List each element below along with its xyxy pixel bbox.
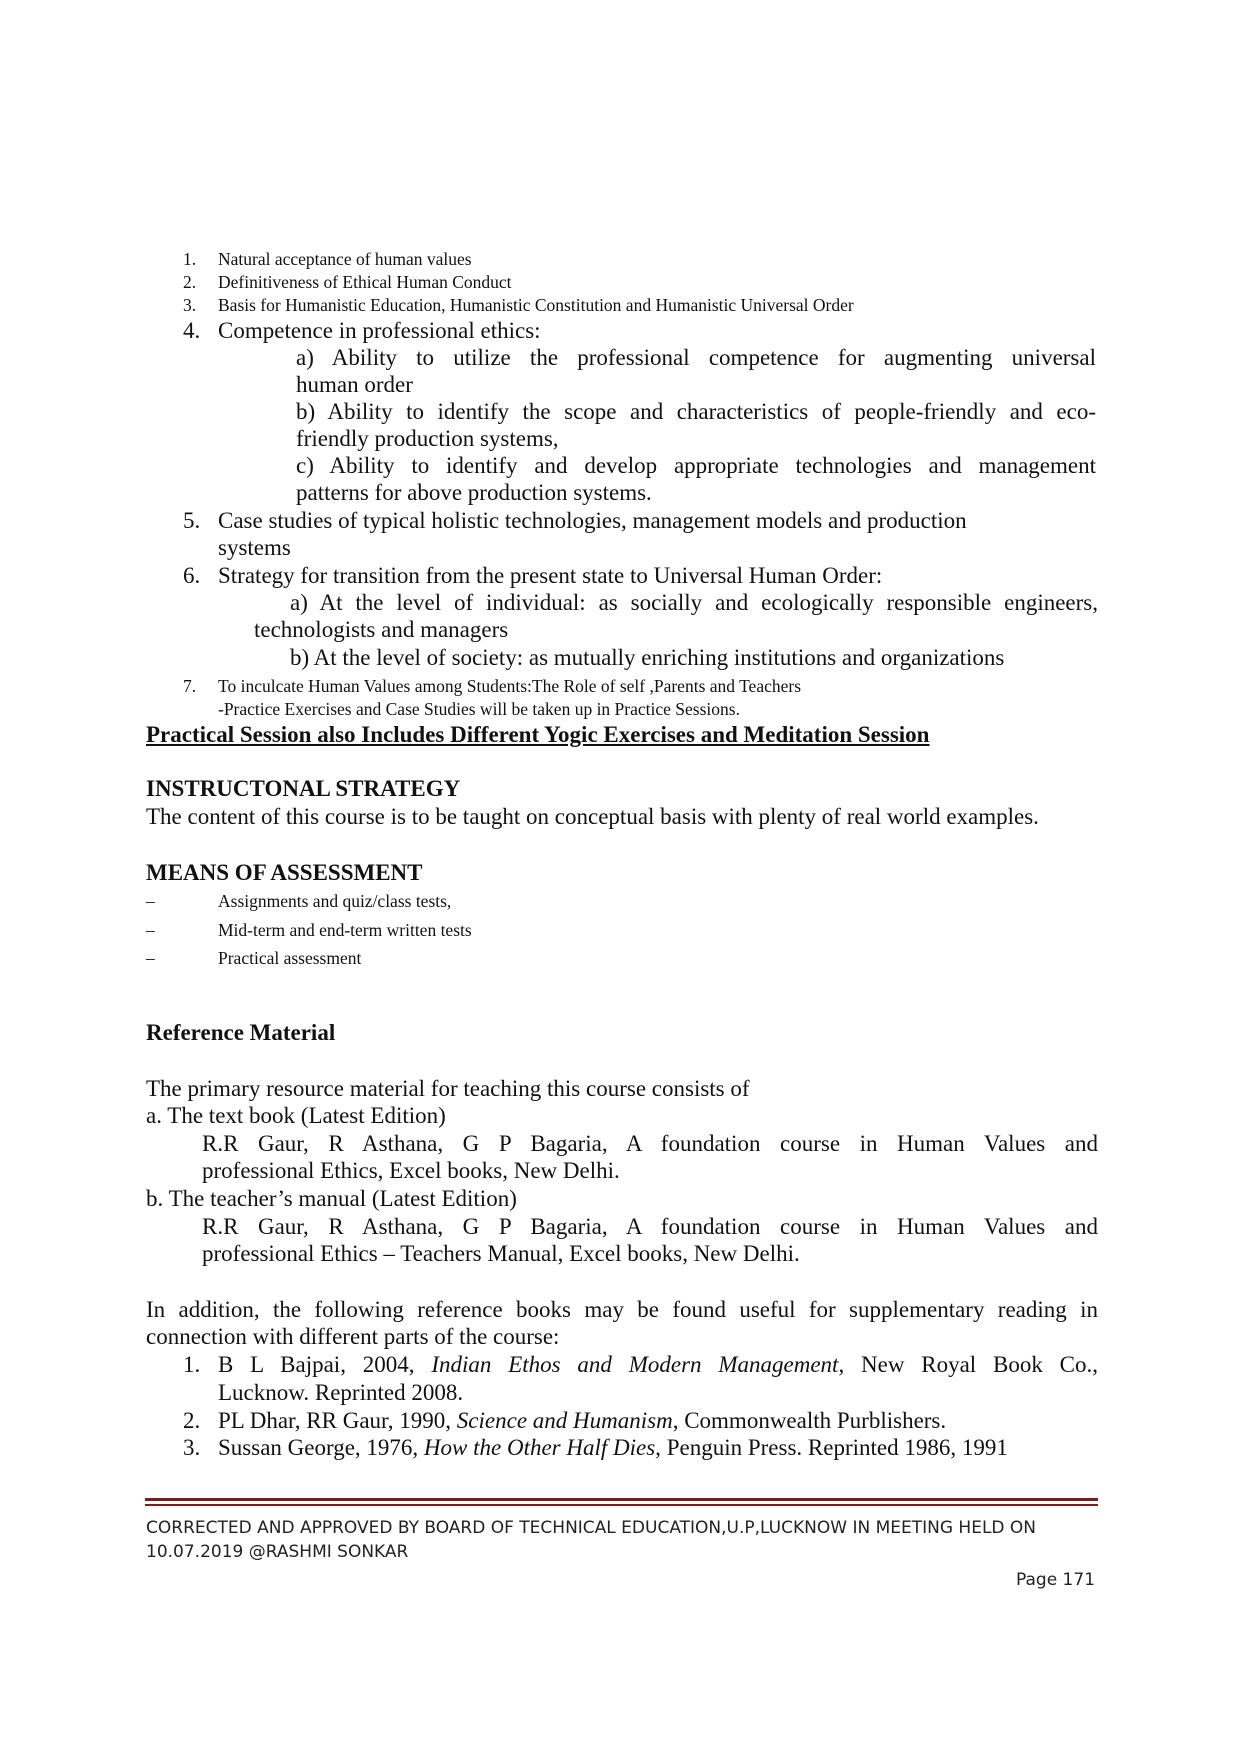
footer-date-author: 10.07.2019 @RASHMI SONKAR (146, 1542, 409, 1562)
list-number: 3. (183, 295, 197, 315)
list-number: 4. (183, 318, 201, 343)
book-entry (218, 1408, 946, 1434)
dash-bullet: – (146, 920, 155, 940)
book-entry (218, 1435, 1008, 1461)
book-author: PL Dhar, RR Gaur, 1990, (218, 1408, 457, 1433)
page-number: Page 171 (1016, 1570, 1096, 1590)
book-publisher: , Commonwealth Purblishers. (672, 1408, 947, 1433)
list-item: Basis for Humanistic Education, Humanistic Constitution and Humanistic Universal Order (218, 295, 854, 315)
sub-item-c-cont: patterns for above production systems. (296, 480, 652, 505)
list-item: Natural acceptance of human values (218, 249, 472, 269)
list-number: 7. (183, 676, 197, 696)
practical-session-heading: Practical Session also Includes Different Yogic Exercises and Meditation Session (146, 722, 930, 747)
book-author: Sussan George, 1976, (218, 1435, 424, 1460)
list-item: To inculcate Human Values among Students:The Role of self ,Parents and Teachers (218, 676, 802, 696)
list-item: Case studies of typical holistic technologies, management models and production (218, 508, 967, 533)
book-entry-cont: Lucknow. Reprinted 2008. (218, 1380, 464, 1405)
sub-item-a: a) Ability to utilize the professional competence for augmenting universal (296, 345, 1096, 370)
reference-b-text: R.R Gaur, R Asthana, G P Bagaria, A foundation course in Human Values and (202, 1214, 1098, 1239)
list-item-cont: systems (218, 535, 291, 560)
list-number: 1. (183, 1352, 201, 1377)
book-publisher: , New Royal Book Co., (838, 1352, 1098, 1377)
assessment-item: Mid-term and end-term written tests (218, 920, 472, 940)
sub-item-a: a) At the level of individual: as socially and ecologically responsible engineers, (290, 590, 1098, 615)
list-number: 5. (183, 508, 201, 533)
sub-item-c: c) Ability to identify and develop appropriate technologies and management (296, 453, 1096, 478)
instructional-strategy-text: The content of this course is to be taught on conceptual basis with plenty of real world examples. (146, 804, 1039, 829)
list-number: 3. (183, 1435, 201, 1460)
dash-bullet: – (146, 948, 155, 968)
list-item: Competence in professional ethics: (218, 318, 541, 343)
reference-b-label: b. The teacher’s manual (Latest Edition) (146, 1186, 517, 1211)
list-item-cont: -Practice Exercises and Case Studies will be taken up in Practice Sessions. (218, 699, 740, 719)
sub-item-b: b) At the level of society: as mutually enriching institutions and organizations (290, 645, 1005, 670)
book-title: Science and Humanism (456, 1408, 673, 1433)
sub-item-a-cont: technologists and managers (254, 617, 509, 642)
assessment-item: Assignments and quiz/class tests, (218, 891, 452, 911)
list-item: Strategy for transition from the present state to Universal Human Order: (218, 563, 883, 588)
footer-approval-text: CORRECTED AND APPROVED BY BOARD OF TECHNICAL EDUCATION,U.P,LUCKNOW IN MEETING HELD ON (146, 1518, 1037, 1538)
list-number: 2. (183, 272, 197, 292)
book-title: How the Other Half Dies, (423, 1435, 661, 1460)
reference-b-text-cont: professional Ethics – Teachers Manual, Excel books, New Delhi. (202, 1241, 800, 1266)
assessment-heading: MEANS OF ASSESSMENT (146, 860, 423, 885)
list-number: 6. (183, 563, 201, 588)
assessment-item: Practical assessment (218, 948, 362, 968)
book-author: B L Bajpai, 2004, (218, 1352, 432, 1377)
instructional-strategy-heading: INSTRUCTONAL STRATEGY (146, 776, 461, 801)
sub-item-b-cont: friendly production systems, (296, 426, 559, 451)
list-number: 2. (183, 1408, 201, 1433)
list-item: Definitiveness of Ethical Human Conduct (218, 272, 512, 292)
list-number: 1. (183, 249, 197, 269)
reference-heading: Reference Material (146, 1020, 336, 1045)
dash-bullet: – (146, 891, 155, 911)
reference-addition: In addition, the following reference books may be found useful for supplementary reading in (146, 1297, 1098, 1322)
sub-item-b: b) Ability to identify the scope and characteristics of people-friendly and eco- (296, 399, 1096, 424)
footer-divider-thin (145, 1504, 1098, 1506)
reference-intro: The primary resource material for teaching this course consists of (146, 1076, 750, 1101)
reference-a-text: R.R Gaur, R Asthana, G P Bagaria, A foundation course in Human Values and (202, 1131, 1098, 1156)
book-title: Indian Ethos and Modern Management (431, 1352, 839, 1377)
footer-divider (145, 1498, 1098, 1501)
reference-a-text-cont: professional Ethics, Excel books, New Delhi. (202, 1158, 620, 1183)
reference-addition-cont: connection with different parts of the course: (146, 1324, 560, 1349)
book-publisher: Penguin Press. Reprinted 1986, 1991 (660, 1435, 1008, 1460)
reference-a-label: a. The text book (Latest Edition) (146, 1103, 446, 1128)
sub-item-a-cont: human order (296, 372, 413, 397)
book-entry (218, 1352, 1098, 1378)
